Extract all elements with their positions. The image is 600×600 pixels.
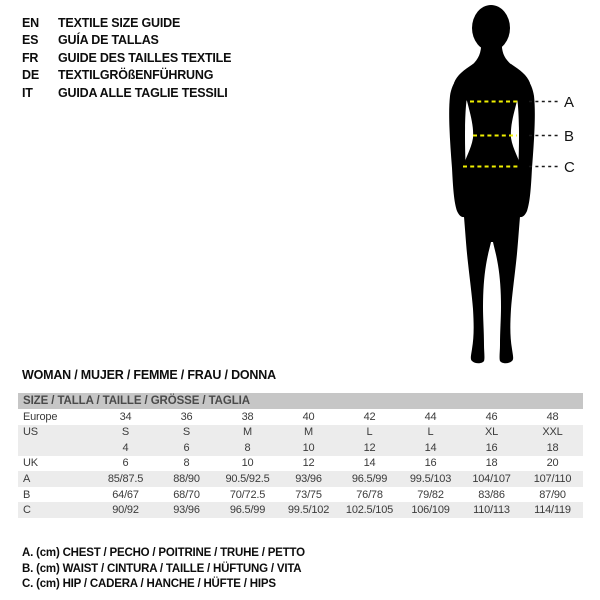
size-cell: 18 [546,441,559,454]
size-cell: 44 [424,410,437,423]
language-title: GUIDA ALLE TAGLIE TESSILI [58,85,228,100]
size-cell: 83/86 [478,488,505,501]
size-cell: 104/107 [472,473,511,486]
size-cell: 114/119 [534,504,571,517]
language-code: ES [22,33,39,48]
size-cell: 102.5/105 [345,504,394,517]
language-title: GUIDE DES TAILLES TEXTILE [58,50,232,65]
size-cell: 16 [424,457,437,470]
row-label: B [23,488,31,501]
silhouette-right-arm [514,68,535,217]
language-row-it [22,85,231,102]
row-label: Europe [23,410,58,423]
size-cell: 8 [244,441,251,454]
row-label: UK [23,457,38,470]
size-cell: 88/90 [173,473,200,486]
size-table-row-0 [18,409,583,425]
size-cell: S [182,426,191,439]
language-code: EN [22,16,39,30]
size-cell: 20 [546,457,559,470]
language-row-fr [22,50,231,67]
row-label: US [23,426,38,439]
language-title: TEXTILGRÖßENFÜHRUNG [58,68,214,83]
language-title: TEXTILE SIZE GUIDE [58,16,181,30]
language-code: IT [22,85,33,100]
size-cell: 14 [424,441,437,454]
size-cell: 14 [363,457,376,470]
marker-b: B [564,128,575,145]
size-cell: 99.5/103 [409,473,452,486]
size-cell: 38 [241,410,254,423]
size-cell: 40 [302,410,315,423]
size-cell: 107/110 [533,473,572,486]
language-title: GUÍA DE TALLAS [58,33,159,48]
size-cell: L [366,426,373,439]
size-cell: 106/109 [411,504,450,517]
size-cell: 6 [183,441,190,454]
language-code: DE [22,68,39,83]
size-cell: 68/70 [173,488,200,501]
size-cell: 18 [485,457,498,470]
size-cell: 12 [302,457,315,470]
size-table-row-3 [18,456,583,472]
size-cell: 10 [241,457,254,470]
size-cell: 93/96 [173,504,200,517]
size-table-header: SIZE / TALLA / TAILLE / GRÖSSE / TAGLIA [18,393,583,409]
size-cell: 90.5/92.5 [225,473,270,486]
size-cell: 93/96 [295,473,322,486]
size-cell: M [304,426,313,439]
language-list [22,15,231,102]
size-cell: 64/67 [112,488,139,501]
language-row-en [22,15,231,32]
size-cell: 110/113 [473,504,510,517]
size-table-row-6 [18,502,583,518]
silhouette-figure [420,0,600,370]
size-cell: 36 [180,410,193,423]
legend-line-2: C. (cm) HIP / CADERA / HANCHE / HÜFTE / HIPS [22,578,276,591]
woman-silhouette [420,0,600,370]
size-cell: 99.5/102 [287,504,330,517]
row-label: C [23,504,31,517]
size-cell: 96.5/99 [351,473,388,486]
size-table-body [18,409,583,518]
size-table [18,393,583,518]
size-cell: XXL [542,426,563,439]
language-row-es [22,32,231,49]
size-cell: 46 [485,410,498,423]
marker-a: A [564,94,575,111]
size-cell: 96.5/99 [229,504,266,517]
row-label: A [23,473,31,486]
size-cell: 70/72.5 [229,488,266,501]
size-cell: L [427,426,434,439]
size-cell: XL [484,426,499,439]
size-cell: 42 [363,410,376,423]
silhouette-left-arm [449,68,470,217]
size-table-row-5 [18,487,583,503]
size-cell: 16 [485,441,498,454]
size-cell: 34 [119,410,132,423]
marker-c: C [564,159,575,176]
legend-line-1: B. (cm) WAIST / CINTURA / TAILLE / HÜFTUNG / VITA [22,562,302,575]
size-cell: 87/90 [539,488,566,501]
section-title: WOMAN / MUJER / FEMME / FRAU / DONNA [22,368,276,382]
size-cell: 6 [122,457,129,470]
size-cell: 90/92 [112,504,139,517]
size-cell: 76/78 [356,488,383,501]
size-cell: 8 [183,457,190,470]
size-table-row-2 [18,440,583,456]
size-cell: 85/87.5 [107,473,144,486]
size-cell: 48 [546,410,559,423]
language-code: FR [22,50,39,65]
size-cell: 12 [363,441,376,454]
size-cell: 79/82 [417,488,444,501]
legend-line-0: A. (cm) CHEST / PECHO / POITRINE / TRUHE / PETTO [22,547,305,559]
size-table-row-4 [18,471,583,487]
size-table-row-1 [18,425,583,441]
size-cell: 4 [122,441,129,454]
size-cell: S [121,426,130,439]
size-cell: 73/75 [295,488,322,501]
size-cell: M [243,426,252,439]
size-cell: 10 [302,441,315,454]
measurement-legend [22,546,305,593]
language-row-de [22,67,231,84]
